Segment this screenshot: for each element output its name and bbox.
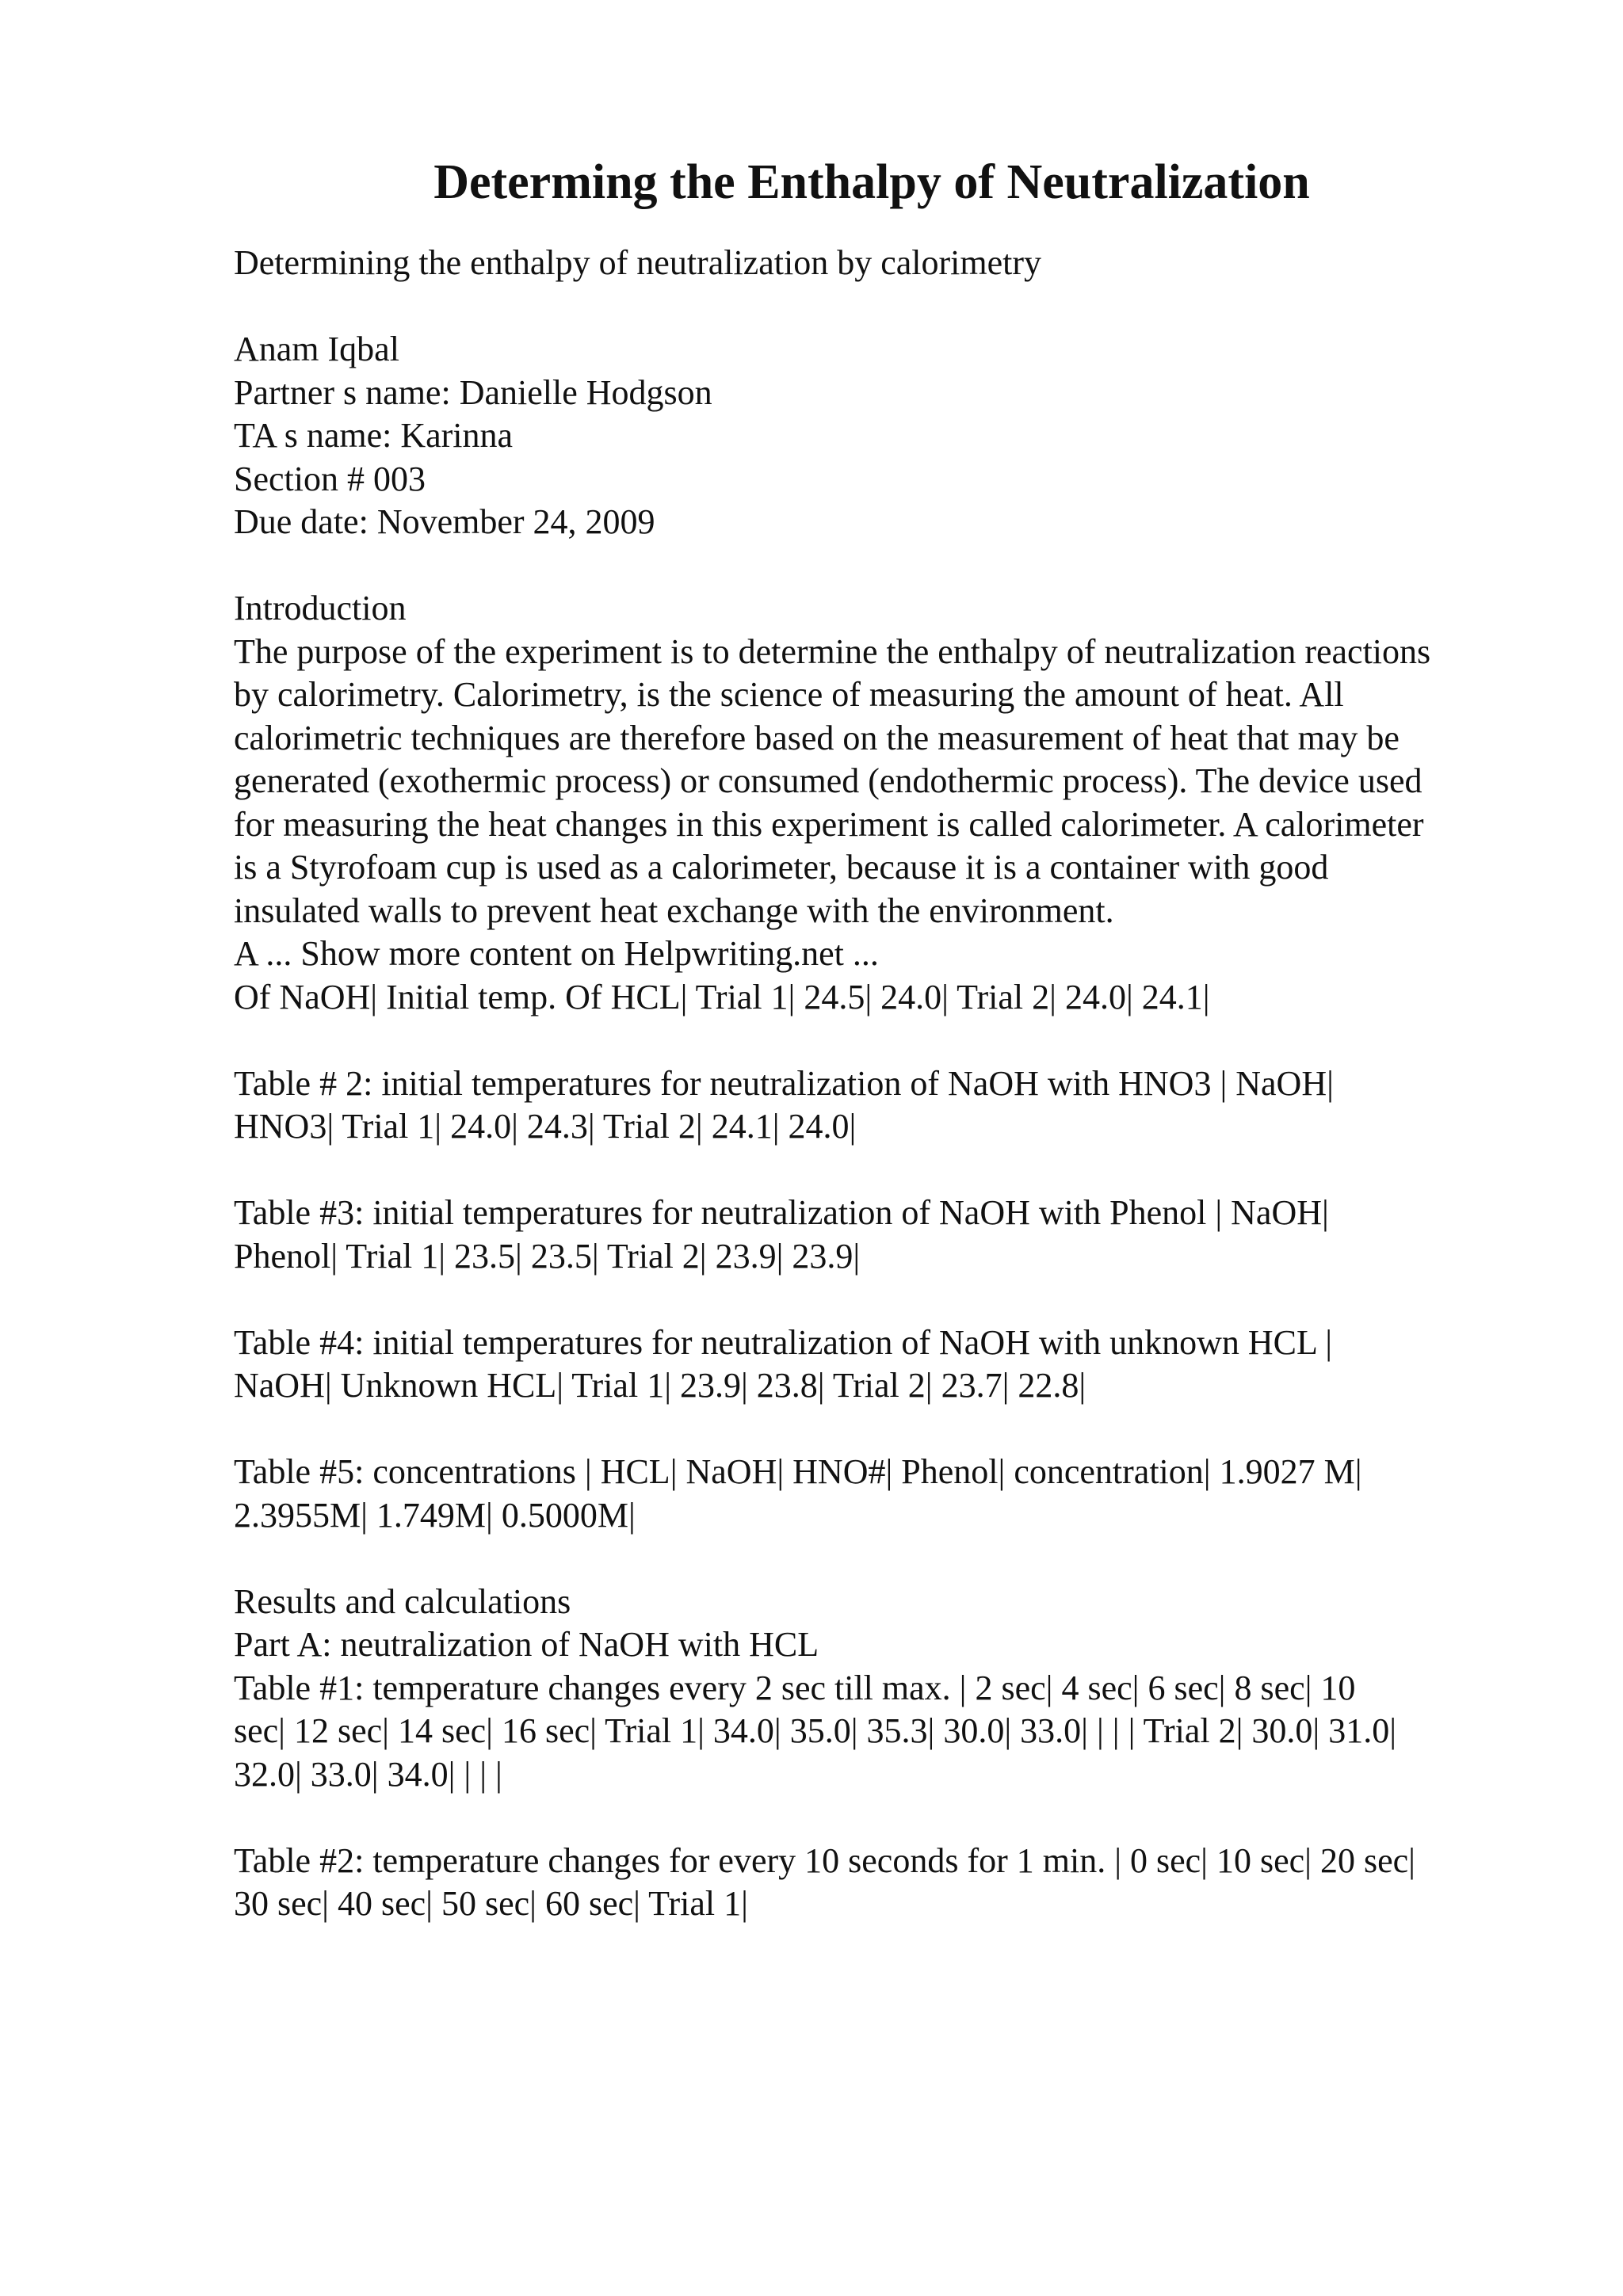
introduction-line: insulated walls to prevent heat exchange with the environment.: [234, 891, 1114, 930]
table4-line: NaOH| Unknown HCL| Trial 1| 23.9| 23.8| Trial 2| 23.7| 22.8|: [234, 1366, 1086, 1405]
document-title: Determing the Enthalpy of Neutralization: [433, 155, 1310, 209]
introduction-line: by calorimetry. Calorimetry, is the science of measuring the amount of heat. All: [234, 675, 1344, 714]
spacer: [234, 1537, 1533, 1581]
spacer: [234, 1408, 1533, 1451]
results-table2-line: Table #2: temperature changes for every 10 seconds for 1 min. | 0 sec| 10 sec| 20 sec|: [234, 1840, 1415, 1880]
introduction-line: for measuring the heat changes in this experiment is called calorimeter. A calorimeter: [234, 804, 1424, 844]
introduction-line: The purpose of the experiment is to determine the enthalpy of neutralization reactions: [234, 631, 1431, 671]
results-table1-line: 32.0| 33.0| 34.0| | | |: [234, 1754, 502, 1794]
part-a-heading: Part A: neutralization of NaOH with HCL: [234, 1625, 819, 1664]
partner-name: Partner s name: Danielle Hodgson: [234, 372, 712, 412]
show-more-line: A ... Show more content on Helpwriting.net ...: [234, 934, 879, 973]
table4-line: Table #4: initial temperatures for neutralization of NaOH with unknown HCL |: [234, 1322, 1333, 1362]
spacer: [234, 1278, 1533, 1322]
introduction-line: generated (exothermic process) or consumed (endothermic process). The device used: [234, 761, 1423, 800]
results-table1-line: Table #1: temperature changes every 2 sec till max. | 2 sec| 4 sec| 6 sec| 8 sec| 10: [234, 1668, 1356, 1707]
table2-line: HNO3| Trial 1| 24.0| 24.3| Trial 2| 24.1| 24.0|: [234, 1107, 857, 1146]
table3-line: Phenol| Trial 1| 23.5| 23.5| Trial 2| 23.9| 23.9|: [234, 1236, 861, 1276]
table5-line: 2.3955M| 1.749M| 0.5000M|: [234, 1495, 636, 1535]
section-number: Section # 003: [234, 459, 426, 498]
document-body: [234, 242, 1533, 1926]
spacer: [234, 1796, 1533, 1840]
ta-name: TA s name: Karinna: [234, 416, 514, 455]
subtitle: Determining the enthalpy of neutralization by calorimetry: [234, 243, 1041, 282]
spacer: [234, 1149, 1533, 1192]
table5-line: Table #5: concentrations | HCL| NaOH| HNO#| Phenol| concentration| 1.9027 M|: [234, 1452, 1362, 1491]
results-heading: Results and calculations: [234, 1581, 571, 1621]
introduction-line: calorimetric techniques are therefore based on the measurement of heat that may be: [234, 718, 1400, 757]
introduction-line: is a Styrofoam cup is used as a calorimeter, because it is a container with good: [234, 848, 1329, 887]
table3-line: Table #3: initial temperatures for neutralization of NaOH with Phenol | NaOH|: [234, 1193, 1329, 1232]
due-date: Due date: November 24, 2009: [234, 502, 655, 541]
table1-initial-temps: Of NaOH| Initial temp. Of HCL| Trial 1| 24.5| 24.0| Trial 2| 24.0| 24.1|: [234, 977, 1210, 1016]
spacer: [234, 285, 1533, 329]
author-name: Anam Iqbal: [234, 330, 399, 368]
spacer: [234, 1019, 1533, 1062]
table2-line: Table # 2: initial temperatures for neutralization of NaOH with HNO3 | NaOH|: [234, 1063, 1334, 1103]
introduction-heading: Introduction: [234, 589, 407, 627]
results-table1-line: sec| 12 sec| 14 sec| 16 sec| Trial 1| 34.0| 35.0| 35.3| 30.0| 33.0| | | | Trial 2| 30.0| 31.0|: [234, 1711, 1396, 1750]
spacer: [234, 544, 1533, 588]
results-table2-line: 30 sec| 40 sec| 50 sec| 60 sec| Trial 1|: [234, 1884, 748, 1923]
